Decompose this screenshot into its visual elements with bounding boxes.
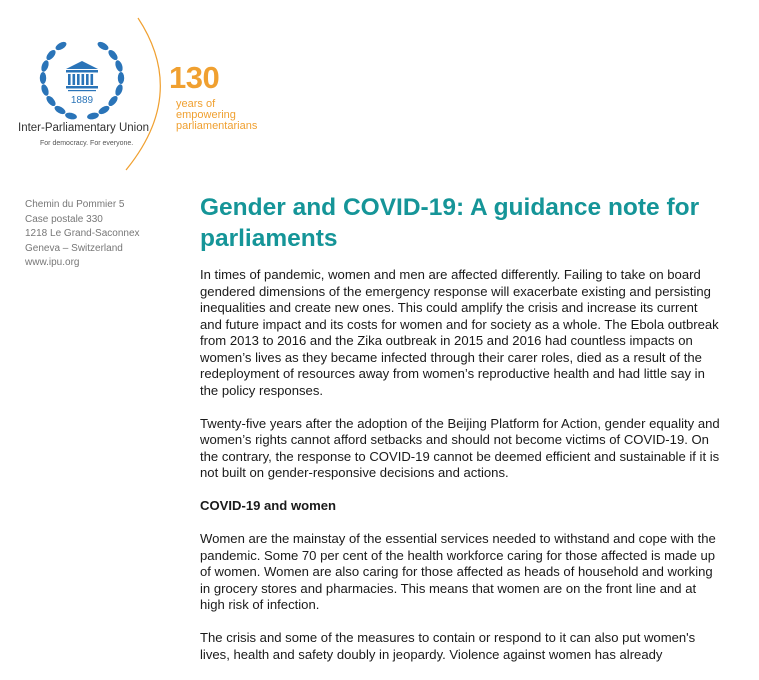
document-title: Gender and COVID-19: A guidance note for parliaments <box>200 194 700 252</box>
address-line: 1218 Le Grand-Saconnex <box>25 228 140 239</box>
anniversary-line: years of <box>176 98 216 110</box>
anniversary-subtitle <box>176 99 257 132</box>
document-body <box>200 267 720 680</box>
section-heading: COVID-19 and women <box>200 498 337 513</box>
website-link[interactable]: www.ipu.org <box>25 257 80 268</box>
postal-address <box>25 198 140 271</box>
section-paragraph: Women are the mainstay of the essential services needed to withstand and cope with the pandemic. Some 70 per cent of the health workforce caring for those affected is made up of women. Women are also caring for those affected as heads of household and working in grocery stores and pharmacies. This means that women are on the front line and at high risk of infection. <box>200 531 716 612</box>
emblem-year: 1889 <box>70 95 94 106</box>
intro-paragraph: In times of pandemic, women and men are affected differently. Failing to take on board gendered dimensions of the emergency response will exacerbate existing and persisting inequalities and create new ones. This could amplify the crisis and increase its current and future impact and its costs for women and for society as a whole. The Ebola outbreak from 2013 to 2016 and the Zika outbreak in 2015 and 2016 had countless impacts on women’s lives as they became infected through their carer roles, died as a result of the redeployment of resources away from women’s reproductive health and had little say in the policy responses. <box>200 267 719 398</box>
organization-tagline: For democracy. For everyone. <box>40 140 134 147</box>
intro-paragraph: Twenty-five years after the adoption of the Beijing Platform for Action, gender equality and women’s rights cannot afford setbacks and should not become victims of COVID-19. On the contrary, the response to COVID-19 cannot be deemed efficient and sustainable if it is not built on gender-responsive decisions and actions. <box>200 415 720 480</box>
address-line: Case postale 330 <box>25 213 103 225</box>
organization-name: Inter-Parliamentary Union <box>18 122 150 134</box>
anniversary-number: 130 <box>169 60 220 95</box>
ipu-emblem-logo <box>37 33 127 123</box>
section-paragraph: The crisis and some of the measures to contain or respond to it can also put women's lives, health and safety doubly in jeopardy. Violence against women has already <box>200 630 696 662</box>
address-line: Geneva – Switzerland <box>25 242 123 254</box>
anniversary-line: empowering <box>176 109 236 121</box>
anniversary-line: parliamentarians <box>176 120 258 132</box>
address-line: Chemin du Pommier 5 <box>25 199 125 210</box>
